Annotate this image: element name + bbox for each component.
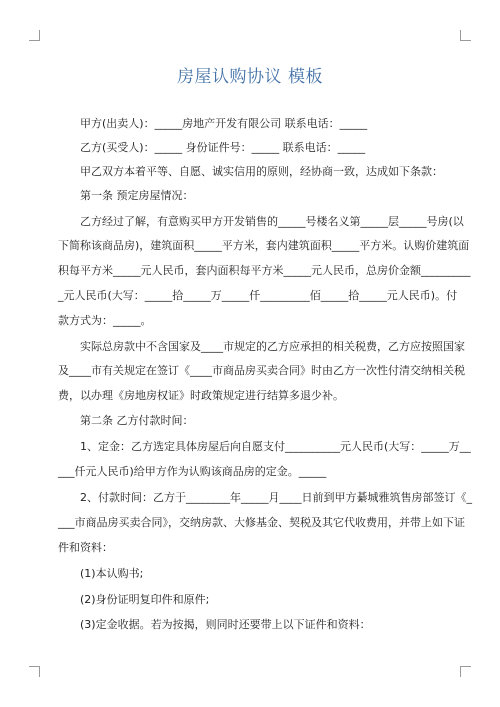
required-document-item: (2)身份证明复印件和原件; xyxy=(80,593,210,606)
payment-time-paragraph-line: ___市商品房买卖合同》，交纳房款、大修基金、契税及其它代收费用，并带上如下证 xyxy=(58,516,465,529)
party-a-line: 甲方(出卖人)：_____房地产开发有限公司 联系电话：_____ xyxy=(80,117,368,130)
article-1-heading: 第一条 预定房屋情况： xyxy=(80,189,194,202)
required-document-item: (3)定金收据。若为按揭，则同时还要带上以下证件和资料： xyxy=(80,618,371,631)
tax-paragraph-line: 实际总房款中不含国家及____市规定的乙方应承担的相关税费，乙方应按照国家 xyxy=(80,340,465,353)
page-corner-mark-bottom-right xyxy=(460,666,471,677)
page-corner-mark-bottom-left xyxy=(29,666,40,677)
payment-time-paragraph-line: 件和资料： xyxy=(58,541,113,554)
payment-time-paragraph-line: 2、付款时间：乙方于________年_____月____日前到甲方綦城雅筑售房部签订《_ xyxy=(80,491,472,504)
agreement-intro-line: 甲乙双方本着平等、自愿、诚实信用的原则，经协商一致，达成如下条款： xyxy=(80,165,443,178)
article-1-paragraph-line: 积每平方米_____元人民币，套内面积每平方米_____元人民币，总房价金额_________ xyxy=(58,264,471,277)
article-1-paragraph-line: 款方式为：_____。 xyxy=(58,314,152,327)
deposit-paragraph-line: 1、定金：乙方选定具体房屋后向自愿支付__________元人民币(大写：_____万__ xyxy=(80,440,471,453)
article-1-paragraph-line: 下简称该商品房)，建筑面积_____平方米，套内建筑面积_____平方米。认购价建筑面 xyxy=(58,239,470,252)
page-corner-mark-top-right xyxy=(460,30,471,41)
required-document-item: (1)本认购书; xyxy=(80,567,144,580)
tax-paragraph-line: 费，以办理《房地房权证》时政策规定进行结算多退少补。 xyxy=(58,389,344,402)
party-b-line: 乙方(买受人)：_____ 身份证件号：_____ 联系电话：_____ xyxy=(80,141,366,154)
tax-paragraph-line: 及____市有关规定在签订《____市商品房买卖合同》时由乙方一次性付清交纳相关税 xyxy=(58,364,465,377)
deposit-paragraph-line: ___仟元人民币)给甲方作为认购该商品房的定金。_____ xyxy=(58,465,327,478)
page-corner-mark-top-left xyxy=(29,30,40,41)
article-1-paragraph-line: 乙方经过了解，有意购买甲方开发销售的_____号楼名义第_____层_____号房(以 xyxy=(80,215,464,228)
document-title: 房屋认购协议 模板 xyxy=(177,67,323,87)
article-1-paragraph-line: _元人民币(大写：_____拾_____万_____仟_________佰_____拾_____元人民币)。付 xyxy=(58,289,458,302)
article-2-heading: 第二条 乙方付款时间： xyxy=(80,414,194,427)
